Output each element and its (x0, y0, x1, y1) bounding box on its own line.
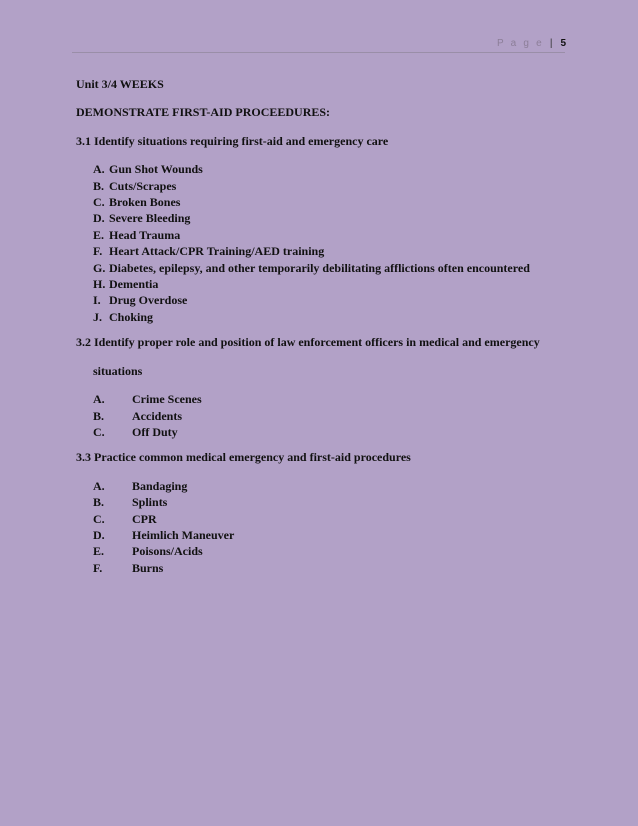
list-item (93, 292, 576, 308)
section-3-3-list (76, 478, 576, 576)
list-letter: F. (93, 244, 103, 259)
list-letter: H. (93, 277, 106, 292)
list-text: Broken Bones (109, 195, 181, 210)
list-item (76, 424, 576, 440)
header-rule (72, 52, 565, 53)
list-text: Crime Scenes (132, 392, 202, 407)
list-item (76, 494, 576, 510)
list-text: Burns (132, 560, 164, 575)
list-letter: C. (93, 511, 105, 526)
list-text: Dementia (109, 277, 159, 292)
list-text: Drug Overdose (109, 293, 188, 308)
unit-line: Unit 3/4 WEEKS (76, 77, 164, 91)
list-item (76, 560, 576, 576)
list-letter: F. (93, 560, 103, 575)
list-item (93, 309, 576, 325)
list-item (93, 178, 576, 194)
list-text: Cuts/Scrapes (109, 178, 177, 193)
list-item (93, 161, 576, 177)
list-letter: C. (93, 424, 105, 439)
list-letter: E. (93, 227, 105, 242)
list-text: Poisons/Acids (132, 544, 203, 559)
document-body (76, 76, 576, 576)
page-number: 5 (560, 38, 566, 49)
list-letter: A. (93, 478, 105, 493)
list-letter: D. (93, 527, 105, 542)
list-item (76, 478, 576, 494)
list-item (76, 391, 576, 407)
section-3-2-title: 3.2 Identify proper role and position of law enforcement officers in medical and emergency (76, 335, 540, 350)
section-3-1-title: 3.1 Identify situations requiring first-aid and emergency care (76, 133, 389, 148)
page-separator: | (549, 38, 553, 49)
section-3-1-list (76, 161, 576, 325)
section-3-2-title-continued: situations (93, 363, 143, 378)
list-text: Choking (109, 309, 154, 324)
list-item (93, 194, 576, 210)
list-item (93, 227, 576, 243)
list-letter: G. (93, 260, 106, 275)
main-heading: DEMONSTRATE FIRST-AID PROCEEDURES: (76, 105, 331, 120)
list-text: Off Duty (132, 424, 178, 439)
list-item (76, 511, 576, 527)
list-letter: A. (93, 162, 105, 177)
list-letter: B. (93, 495, 105, 510)
section-3-3-title: 3.3 Practice common medical emergency and first-aid procedures (76, 450, 411, 465)
list-text: Accidents (132, 408, 182, 423)
list-letter: B. (93, 408, 105, 423)
list-letter: B. (93, 178, 105, 193)
list-text: Gun Shot Wounds (109, 162, 203, 177)
list-text: Severe Bleeding (109, 211, 191, 226)
list-letter: A. (93, 392, 105, 407)
list-letter: E. (93, 544, 105, 559)
list-item (76, 543, 576, 559)
list-letter: J. (93, 309, 102, 324)
page-label: P a g e (496, 38, 544, 49)
list-text: Splints (132, 495, 168, 510)
list-text: Head Trauma (109, 227, 181, 242)
list-text: Bandaging (132, 478, 188, 493)
list-item (93, 210, 576, 226)
page-header (497, 38, 566, 49)
list-letter: I. (93, 293, 101, 308)
list-letter: C. (93, 195, 105, 210)
list-item (93, 243, 576, 259)
list-item (93, 276, 576, 292)
list-item (93, 260, 576, 276)
list-text: CPR (132, 511, 157, 526)
list-text: Diabetes, epilepsy, and other temporarily debilitating afflictions often encountered (109, 260, 530, 275)
list-letter: D. (93, 211, 105, 226)
list-text: Heimlich Maneuver (132, 527, 235, 542)
list-item (76, 527, 576, 543)
list-item (76, 408, 576, 424)
list-text: Heart Attack/CPR Training/AED training (109, 244, 325, 259)
section-3-2-list (76, 391, 576, 440)
